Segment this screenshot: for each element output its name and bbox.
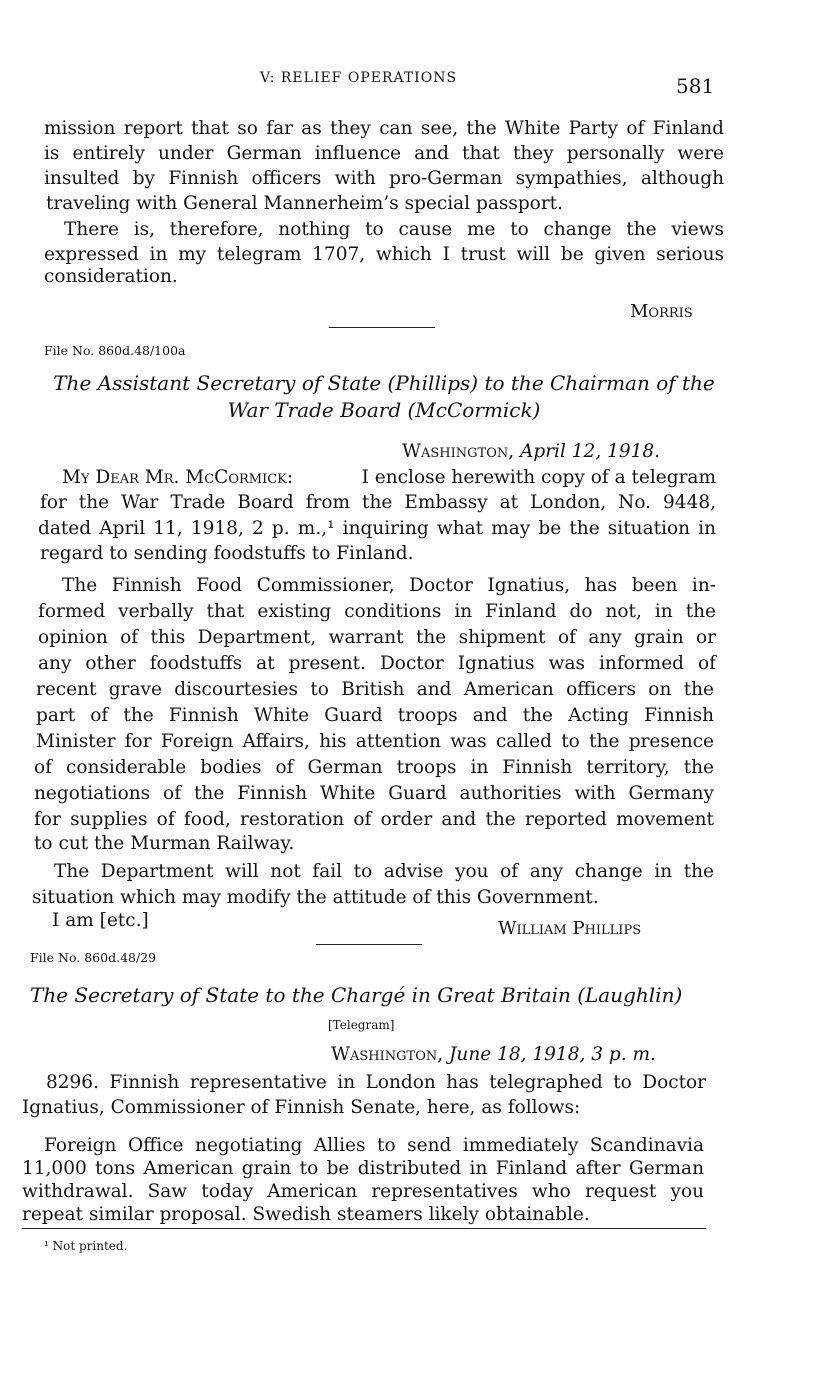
quote-line: withdrawal. Saw today American representatives who request you <box>22 1181 704 1202</box>
text-line: expressed in my telegram 1707, which I trust will be given serious <box>44 244 724 265</box>
dateline <box>331 1044 656 1065</box>
divider <box>329 327 435 328</box>
text-line: any other foodstuffs at present. Doctor Ignatius was informed of <box>38 653 716 674</box>
page-number: 581 <box>676 74 715 98</box>
document-title-line2: War Trade Board (McCormick) <box>227 398 541 422</box>
text-line: I enclose herewith copy of a telegram <box>361 467 716 488</box>
document-title-line1: The Assistant Secretary of State (Phillips) to the Chairman of the <box>53 371 715 395</box>
quote-line: 11,000 tons American grain to be distributed in Finland after German <box>22 1158 704 1179</box>
text-line: for supplies of food, restoration of order and the reported movement <box>34 809 714 830</box>
footnote: ¹ Not printed. <box>44 1239 128 1253</box>
text-line: of considerable bodies of German troops in Finnish territory, the <box>34 757 714 778</box>
text-line: mission report that so far as they can see, the White Party of Finland <box>44 118 724 139</box>
text-line: traveling with General Mannerheim’s special passport. <box>46 193 563 214</box>
salutation: My Dear Mr. McCormick: <box>62 467 294 488</box>
closing: I am [etc.] <box>52 910 149 931</box>
divider <box>316 944 422 945</box>
salutation-line <box>62 467 716 489</box>
text-line: 8296. Finnish representative in London has telegraphed to Doctor <box>46 1072 706 1093</box>
text-line: for the War Trade Board from the Embassy at London, No. 9448, <box>40 492 716 513</box>
dateline-date: April 12, 1918. <box>520 441 661 462</box>
text-line: Minister for Foreign Affairs, his attention was called to the presence <box>36 731 714 752</box>
text-line: Ignatius, Commissioner of Finnish Senate, here, as follows: <box>22 1097 581 1118</box>
file-number: File No. 860d.48/100a <box>44 343 186 358</box>
dateline-place: Washington, <box>402 441 515 462</box>
dateline-date: June 18, 1918, 3 p. m. <box>449 1044 656 1065</box>
text-line: is entirely under German influence and that they personally were <box>44 143 724 164</box>
file-number: File No. 860d.48/29 <box>30 950 157 965</box>
dateline-place: Washington, <box>331 1044 444 1065</box>
signature-phillips: William Phillips <box>498 918 642 939</box>
running-title: V: RELIEF OPERATIONS <box>260 70 458 86</box>
dateline <box>402 441 660 462</box>
text-line: consideration. <box>44 266 178 287</box>
text-line: dated April 11, 1918, 2 p. m.,¹ inquiring what may be the situation in <box>38 518 716 539</box>
quote-line: Foreign Office negotiating Allies to send immediately Scandinavia <box>44 1135 704 1156</box>
footnote-rule <box>22 1228 706 1229</box>
text-line: to cut the Murman Railway. <box>34 833 295 854</box>
text-line: negotiations of the Finnish White Guard authorities with Germany <box>34 783 714 804</box>
text-line: insulted by Finnish officers with pro-German sympathies, although <box>44 168 724 189</box>
telegram-tag: [Telegram] <box>328 1018 395 1032</box>
document-title: The Secretary of State to the Chargé in Great Britain (Laughlin) <box>30 983 683 1007</box>
text-line: recent grave discourtesies to British and American officers on the <box>36 679 714 700</box>
text-line: regard to sending foodstuffs to Finland. <box>40 543 414 564</box>
text-line: situation which may modify the attitude of this Government. <box>32 887 599 908</box>
text-line: There is, therefore, nothing to cause me to change the views <box>64 219 724 240</box>
text-line: formed verbally that existing conditions in Finland do not, in the <box>38 601 716 622</box>
text-line: part of the Finnish White Guard troops and the Acting Finnish <box>36 705 714 726</box>
quote-line: repeat similar proposal. Swedish steamers likely obtainable. <box>22 1204 590 1225</box>
text-line: opinion of this Department, warrant the shipment of any grain or <box>38 627 716 648</box>
text-line: The Finnish Food Commissioner, Doctor Ignatius, has been in- <box>62 575 716 596</box>
text-line: The Department will not fail to advise you of any change in the <box>54 861 714 882</box>
signature-morris: Morris <box>630 301 693 322</box>
